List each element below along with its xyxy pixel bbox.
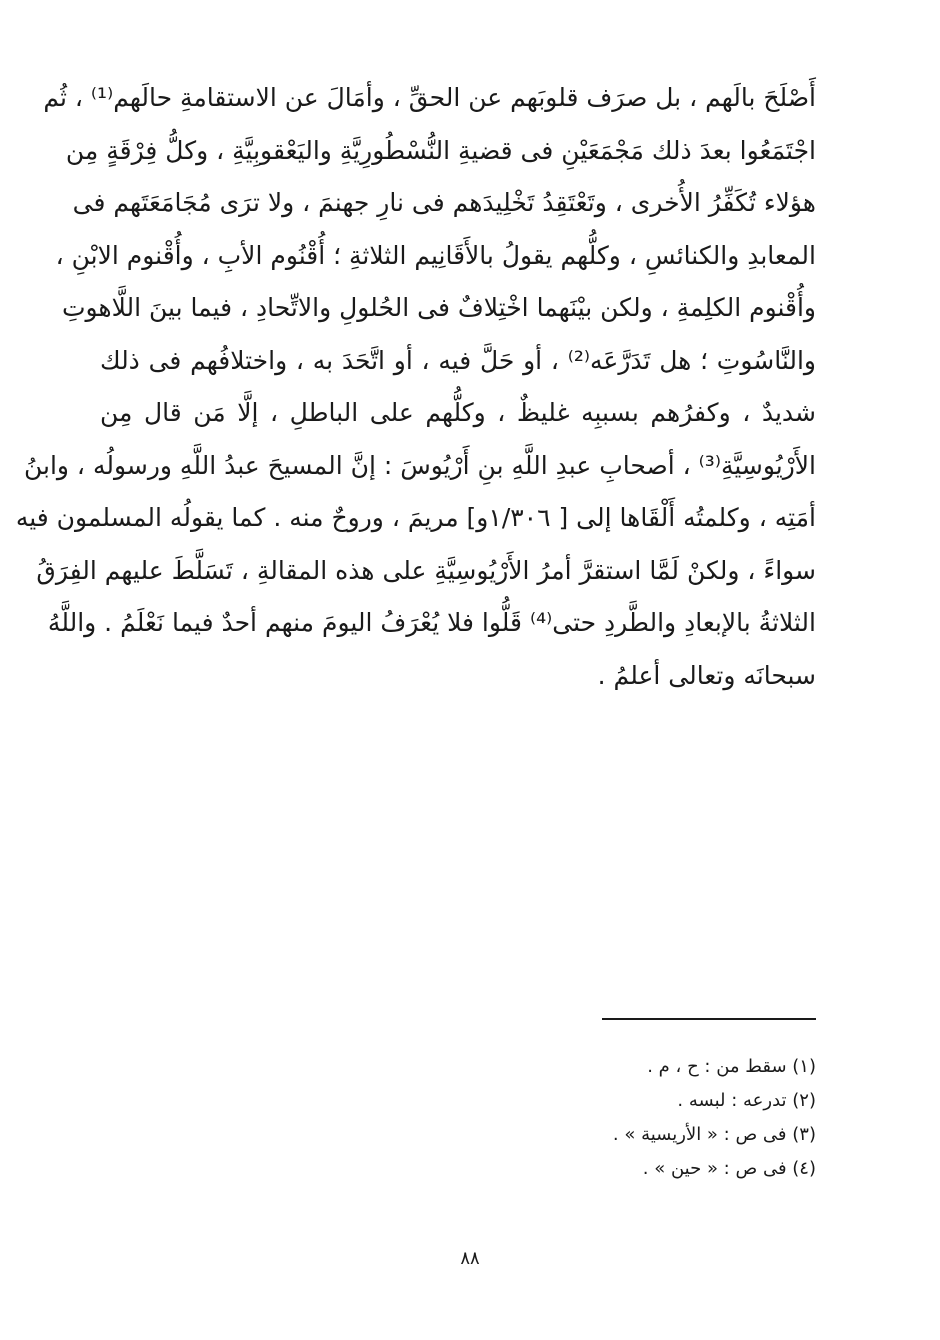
text-line: هؤلاء تُكَفِّرُ الأُخرى ، وتَعْتَقِدُ تَخْلِيدَهم فى نارِ جهنمَ ، ولا ترَى مُجَامَعَتَهم فى bbox=[72, 188, 816, 217]
text-line: أمَتِه ، وكلمتُه أَلْقَاها إلى [ ١/٣٠٦و] مريمَ ، وروحٌ منه . كما يقولُه المسلمون فيه bbox=[15, 503, 816, 532]
text-line: شديدٌ ، وكفرُهم بسببِه غليظٌ ، وكلُّهم على الباطلِ ، إلَّا مَن قال مِن bbox=[100, 398, 816, 427]
footnotes-list bbox=[416, 1050, 816, 1186]
text-line: الأَرْيُوسِيَّةِ⁽³⁾ ، أصحابِ عبدِ اللَّهِ بنِ أَرْيُوسَ : إنَّ المسيحَ عبدُ اللَّهِ ورسولُه ، وابنُ bbox=[23, 450, 816, 480]
footnote-item: (٣) فى ص : « الأريسية » . bbox=[612, 1124, 816, 1145]
main-text-block bbox=[15, 72, 816, 702]
text-line: الثلاثةُ بالإبعادِ والطَّردِ حتى⁽⁴⁾ قَلُّوا فلا يُعْرَفُ اليومَ منهم أحدٌ فيما نَعْلَمُ . واللَّهُ bbox=[47, 608, 816, 637]
text-line: سبحانَه وتعالى أعلمُ . bbox=[597, 660, 816, 690]
footnote-item: (٢) تدرعه : لبسه . bbox=[677, 1090, 816, 1111]
footnote-item: (٤) فى ص : « حين » . bbox=[642, 1158, 816, 1179]
text-line: اجْتَمَعُوا بعدَ ذلك مَجْمَعَيْنِ فى قضيةِ النُّسْطُورِيَّةِ واليَعْقوبِيَّةِ ، وكلُّ فِرْقَةٍ مِن bbox=[65, 135, 816, 165]
text-line: أَصْلَحَ بالَهم ، بل صرَف قلوبَهم عن الحقِّ ، وأمَالَ عن الاستقامةِ حالَهم⁽¹⁾ ، ثُم bbox=[43, 83, 816, 112]
text-line: المعابدِ والكنائسِ ، وكلُّهم يقولُ بالأَقَانِيم الثلاثةِ ؛ أُقْنُوم الأبِ ، وأُقْنوم الابْنِ ، bbox=[55, 240, 816, 270]
text-line: والنَّاسُوتِ ؛ هل تَدَرَّعَه⁽²⁾ ، أو حَلَّ فيه ، أو اتَّحَدَ به ، واختلافُهم فى ذلك bbox=[100, 345, 816, 375]
text-line: وأُقْنوم الكلِمةِ ، ولكن بيْنَهما اخْتِلافٌ فى الحُلولِ والاتِّحادِ ، فيما بينَ اللَّاهوتِ bbox=[61, 293, 816, 322]
footnote-item: (١) سقط من : ح ، م . bbox=[647, 1056, 816, 1077]
page-number: ٨٨ bbox=[460, 1248, 480, 1269]
footnote-separator bbox=[602, 1018, 816, 1020]
text-line: سواءً ، ولكنْ لَمَّا استقرَّ أمرُ الأَرْيُوسِيَّةِ على هذه المقالةِ ، تَسَلَّطَ عليهم الفِرَقُ bbox=[36, 555, 816, 585]
